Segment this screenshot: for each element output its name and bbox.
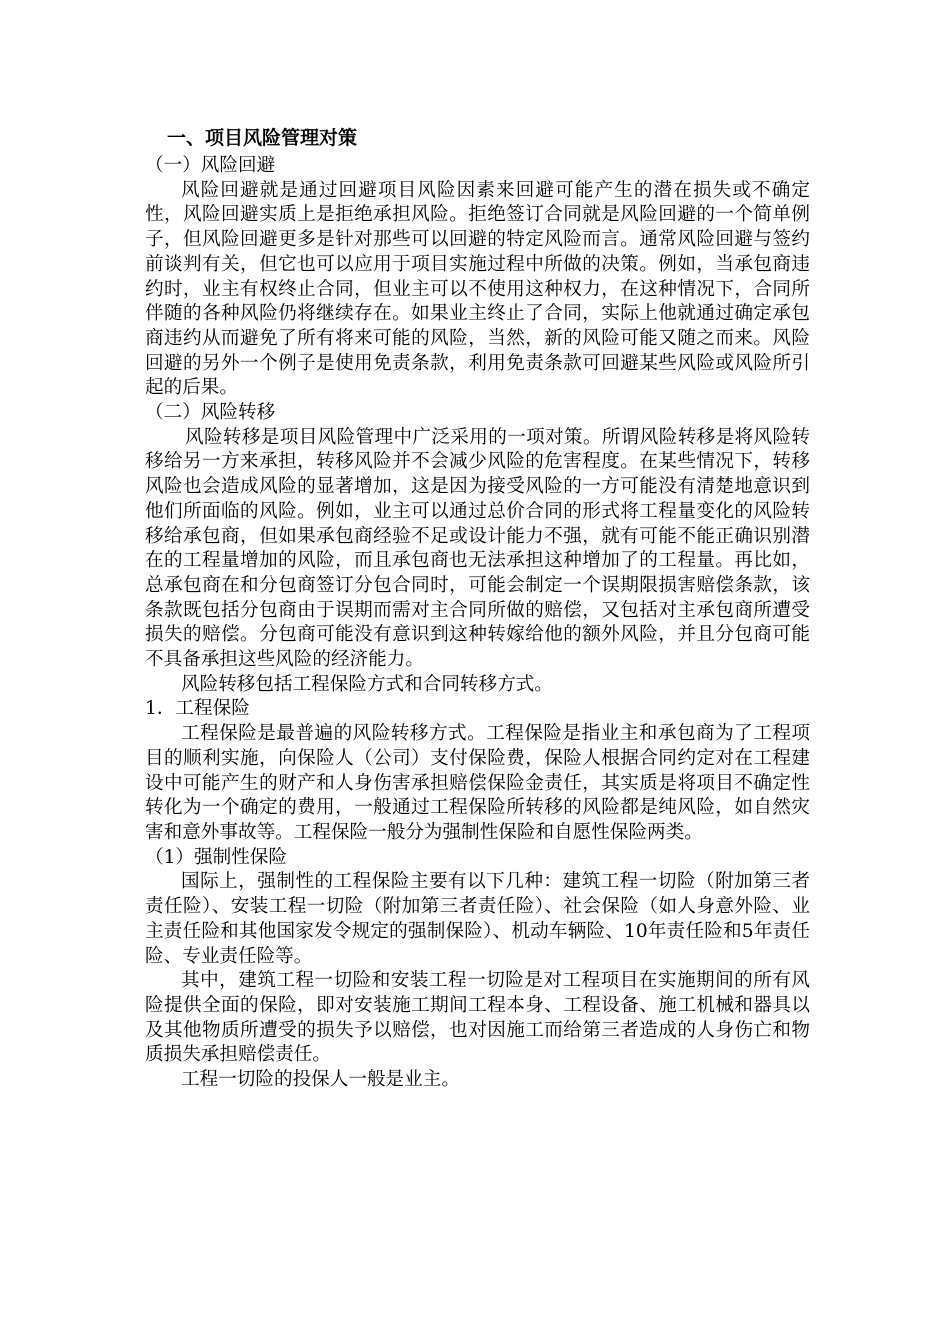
paragraph-risk-transfer-methods: 风险转移包括工程保险方式和合同转移方式。 [181,673,553,695]
paragraph-engineering-insurance: 工程保险是最普遍的风险转移方式。工程保险是指业主和承包商为了工程项目的顺利实施，向保险人（公司）支付保险费，保险人根据合同约定对在工程建设中可能产生的财产和人身伤害承担赔偿保险金责任，其实质是将项目不确定性转化为一个确定的费用，一般通过工程保险所转移的风险都是纯风险，如自然灾害和意外事故等。工程保险一般分为强制性保险和自愿性保险两类。 [145,723,810,843]
paragraph-compulsory-insurance-types: 国际上，强制性的工程保险主要有以下几种：建筑工程一切险（附加第三者责任险）、安装工程一切险（附加第三者责任险）、社会保险（如人身意外险、业主责任险和其他国家发令规定的强制保险）、机动车辆险、10年责任险和5年责任险、专业责任险等。 [145,871,810,967]
page-title: 一、项目风险管理对策 [167,127,358,149]
paragraph-policyholder: 工程一切险的投保人一般是业主。 [181,1069,460,1091]
section-heading-compulsory-insurance: （1）强制性保险 [145,846,287,868]
section-heading-risk-transfer: （二）风险转移 [145,402,276,424]
paragraph-risk-avoidance: 风险回避就是通过回避项目风险因素来回避可能产生的潜在损失或不确定性，风险回避实质上是拒绝承担风险。拒绝签订合同就是风险回避的一个简单例子，但风险回避更多是针对那些可以回避的特定风险而言。通常风险回避与签约前谈判有关，但它也可以应用于项目实施过程中所做的决策。例如，当承包商违约时，业主有权终止合同，但业主可以不使用这种权力，在这种情况下，合同所伴随的各种风险仍将继续存在。如果业主终止了合同，实际上他就通过确定承包商违约从而避免了所有将来可能的风险，当然，新的风险可能又随之而来。风险回避的另外一个例子是使用免责条款，利用免责条款可回避某些风险或风险所引起的后果。 [145,179,810,399]
section-heading-risk-avoidance: （一）风险回避 [145,155,276,176]
document-page [145,124,810,1093]
section-heading-engineering-insurance: 1．工程保险 [145,698,250,720]
paragraph-all-risks-insurance: 其中，建筑工程一切险和安装工程一切险是对工程项目在实施期间的所有风险提供全面的保险，即对安装施工期间工程本身、工程设备、施工机械和器具以及其他物质所遭受的损失予以赔偿，也对因施工而给第三者造成的人身伤亡和物质损失承担赔偿责任。 [145,970,810,1066]
paragraph-risk-transfer: 风险转移是项目风险管理中广泛采用的一项对策。所谓风险转移是将风险转移给另一方来承担，转移风险并不会减少风险的危害程度。在某些情况下，转移风险也会造成风险的显著增加，这是因为接受风险的一方可能没有清楚地意识到他们所面临的风险。例如，业主可以通过总价合同的形式将工程量变化的风险转移给承包商，但如果承包商经验不足或设计能力不强，就有可能不能正确识别潜在的工程量增加的风险，而且承包商也无法承担这种增加了的工程量。再比如，总承包商在和分包商签订分包合同时，可能会制定一个误期限损害赔偿条款，该条款既包括分包商由于误期而需对主合同所做的赔偿，又包括对主承包商所遭受损失的赔偿。分包商可能没有意识到这种转嫁给他的额外风险，并且分包商可能不具备承担这些风险的经济能力。 [145,426,810,671]
